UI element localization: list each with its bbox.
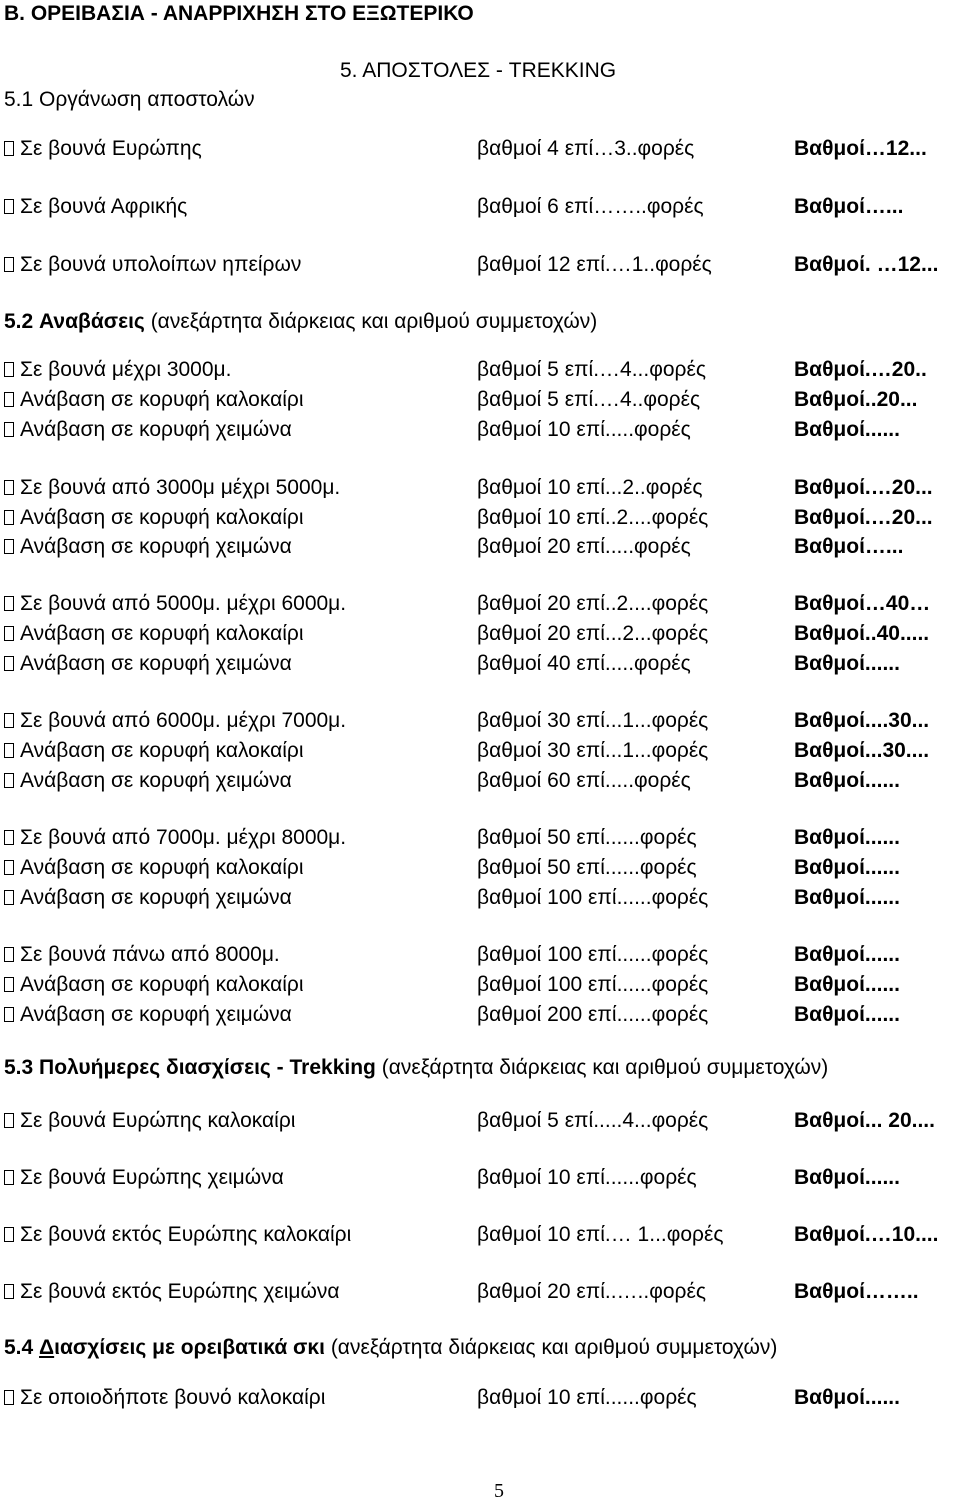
item-total: Βαθμοί... 20.... xyxy=(794,1109,935,1132)
item-label: Ανάβαση σε κορυφή χειμώνα xyxy=(20,418,292,441)
item-label: Σε βουνά από 3000μ μέχρι 5000μ. xyxy=(20,476,341,499)
page-number: 5 xyxy=(494,1480,504,1502)
section-subtitle: 5. ΑΠΟΣΤΟΛΕΣ - TREKKING xyxy=(340,59,617,82)
item-total: Βαθμοί..40..... xyxy=(794,622,930,645)
item-label: Ανάβαση σε κορυφή καλοκαίρι xyxy=(20,973,304,996)
item-total: Βαθμοί...... xyxy=(794,1386,900,1409)
item-calculation: βαθμοί 60 επί.....φορές xyxy=(477,769,691,792)
item-calculation: βαθμοί 20 επί..…..φορές xyxy=(477,1280,706,1303)
list-item xyxy=(4,709,956,735)
section-5-4-bold: ιασχίσεις με ορειβατικά σκι xyxy=(54,1336,325,1359)
list-item xyxy=(4,1223,956,1249)
item-calculation: βαθμοί 6 επί……..φορές xyxy=(477,195,704,218)
list-item xyxy=(4,476,956,502)
checkbox-glyph-icon xyxy=(4,257,14,272)
item-calculation: βαθμοί 30 επί...1...φορές xyxy=(477,709,709,732)
item-calculation: βαθμοί 12 επί.…1..φορές xyxy=(477,253,712,276)
item-total: Βαθμοί...... xyxy=(794,943,900,966)
item-calculation: βαθμοί 30 επί...1...φορές xyxy=(477,739,709,762)
list-item xyxy=(4,388,956,414)
list-item xyxy=(4,652,956,678)
list-item xyxy=(4,1166,956,1192)
item-calculation: βαθμοί 5 επί.…4...φορές xyxy=(477,358,706,381)
item-label: Ανάβαση σε κορυφή καλοκαίρι xyxy=(20,856,304,879)
item-total: Βαθμοί...... xyxy=(794,973,900,996)
section-5-3-note: (ανεξάρτητα διάρκειας και αριθμού συμμετοχών) xyxy=(381,1056,829,1079)
item-total: Βαθμοί...30.... xyxy=(794,739,930,762)
list-item xyxy=(4,137,956,163)
item-label: Σε βουνά από 5000μ. μέχρι 6000μ. xyxy=(20,592,347,615)
item-label: Ανάβαση σε κορυφή χειμώνα xyxy=(20,652,292,675)
item-calculation: βαθμοί 10 επί......φορές xyxy=(477,1166,697,1189)
list-item xyxy=(4,535,956,561)
item-total: Βαθμοί.…10.... xyxy=(794,1223,939,1246)
list-item xyxy=(4,739,956,765)
checkbox-glyph-icon xyxy=(4,199,14,214)
section-5-2-title xyxy=(4,310,597,334)
list-item xyxy=(4,1280,956,1306)
item-total: Βαθμοί...... xyxy=(794,1166,900,1189)
section-5-1-title: 5.1 Οργάνωση αποστολών xyxy=(4,88,255,111)
item-total: Βαθμοί.…20... xyxy=(794,506,933,529)
item-total: Βαθμοί...... xyxy=(794,418,900,441)
item-label: Σε βουνά Ευρώπης χειμώνα xyxy=(20,1166,284,1189)
checkbox-glyph-icon xyxy=(4,539,14,554)
checkbox-glyph-icon xyxy=(4,713,14,728)
document-title: Β. ΟΡΕΙΒΑΣΙΑ - ΑΝΑΡΡΙΧΗΣΗ ΣΤΟ ΕΞΩΤΕΡΙΚΟ xyxy=(4,2,474,25)
list-item xyxy=(4,622,956,648)
item-calculation: βαθμοί 50 επί......φορές xyxy=(477,826,697,849)
item-total: Βαθμοί. …12... xyxy=(794,253,939,276)
checkbox-glyph-icon xyxy=(4,977,14,992)
item-label: Σε βουνά μέχρι 3000μ. xyxy=(20,358,232,381)
checkbox-glyph-icon xyxy=(4,773,14,788)
item-label: Σε βουνά πάνω από 8000μ. xyxy=(20,943,280,966)
item-total: Βαθμοί...... xyxy=(794,856,900,879)
checkbox-glyph-icon xyxy=(4,656,14,671)
item-calculation: βαθμοί 20 επί..2....φορές xyxy=(477,592,709,615)
item-total: Βαθμοί…12... xyxy=(794,137,927,160)
item-total: Βαθμοί…... xyxy=(794,195,904,218)
item-calculation: βαθμοί 4 επί…3..φορές xyxy=(477,137,695,160)
list-item xyxy=(4,195,956,221)
section-5-4-note: (ανεξάρτητα διάρκειας και αριθμού συμμετοχών) xyxy=(330,1336,778,1359)
item-label: Σε βουνά υπολοίπων ηπείρων xyxy=(20,253,302,276)
checkbox-glyph-icon xyxy=(4,947,14,962)
item-label: Ανάβαση σε κορυφή καλοκαίρι xyxy=(20,388,304,411)
item-total: Βαθμοί....30... xyxy=(794,709,930,732)
item-label: Σε βουνά εκτός Ευρώπης καλοκαίρι xyxy=(20,1223,352,1246)
checkbox-glyph-icon xyxy=(4,1007,14,1022)
item-label: Ανάβαση σε κορυφή χειμώνα xyxy=(20,1003,292,1026)
item-label: Ανάβαση σε κορυφή χειμώνα xyxy=(20,886,292,909)
item-calculation: βαθμοί 10 επί..2....φορές xyxy=(477,506,709,529)
checkbox-glyph-icon xyxy=(4,392,14,407)
item-calculation: βαθμοί 50 επί......φορές xyxy=(477,856,697,879)
checkbox-glyph-icon xyxy=(4,1113,14,1128)
list-item xyxy=(4,418,956,444)
item-calculation: βαθμοί 10 επί.....φορές xyxy=(477,418,691,441)
item-total: Βαθμοί...... xyxy=(794,1003,900,1026)
checkbox-glyph-icon xyxy=(4,830,14,845)
item-label: Σε οποιοδήποτε βουνό καλοκαίρι xyxy=(20,1386,326,1409)
checkbox-glyph-icon xyxy=(4,362,14,377)
checkbox-glyph-icon xyxy=(4,1227,14,1242)
item-calculation: βαθμοί 40 επί.....φορές xyxy=(477,652,691,675)
item-calculation: βαθμοί 20 επί.....φορές xyxy=(477,535,691,558)
list-item xyxy=(4,506,956,532)
item-total: Βαθμοί.…20.. xyxy=(794,358,927,381)
checkbox-glyph-icon xyxy=(4,890,14,905)
item-label: Σε βουνά από 7000μ. μέχρι 8000μ. xyxy=(20,826,347,849)
item-total: Βαθμοί…... xyxy=(794,535,904,558)
item-label: Ανάβαση σε κορυφή καλοκαίρι xyxy=(20,506,304,529)
item-total: Βαθμοί…….. xyxy=(794,1280,919,1303)
section-5-3-title xyxy=(4,1056,828,1080)
section-5-3-bold: Πολυήμερες διασχίσεις - Trekking xyxy=(39,1056,376,1079)
item-calculation: βαθμοί 10 επί.… 1...φορές xyxy=(477,1223,724,1246)
list-item xyxy=(4,769,956,795)
item-label: Ανάβαση σε κορυφή καλοκαίρι xyxy=(20,739,304,762)
item-calculation: βαθμοί 5 επί.....4...φορές xyxy=(477,1109,709,1132)
item-total: Βαθμοί...... xyxy=(794,769,900,792)
list-item xyxy=(4,1109,956,1135)
section-5-2-note: (ανεξάρτητα διάρκειας και αριθμού συμμετοχών) xyxy=(150,310,598,333)
checkbox-glyph-icon xyxy=(4,480,14,495)
item-calculation: βαθμοί 20 επί...2...φορές xyxy=(477,622,709,645)
checkbox-glyph-icon xyxy=(4,743,14,758)
item-label: Ανάβαση σε κορυφή καλοκαίρι xyxy=(20,622,304,645)
section-5-4-number: 5.4 xyxy=(4,1336,34,1359)
item-total: Βαθμοί...... xyxy=(794,826,900,849)
checkbox-glyph-icon xyxy=(4,1284,14,1299)
list-item xyxy=(4,826,956,852)
item-label: Σε βουνά Ευρώπης καλοκαίρι xyxy=(20,1109,296,1132)
list-item xyxy=(4,358,956,384)
item-label: Σε βουνά από 6000μ. μέχρι 7000μ. xyxy=(20,709,347,732)
item-calculation: βαθμοί 100 επί......φορές xyxy=(477,943,709,966)
checkbox-glyph-icon xyxy=(4,422,14,437)
item-calculation: βαθμοί 10 επί...2..φορές xyxy=(477,476,703,499)
item-label: Σε βουνά Ευρώπης xyxy=(20,137,202,160)
item-calculation: βαθμοί 100 επί......φορές xyxy=(477,886,709,909)
item-calculation: βαθμοί 10 επί......φορές xyxy=(477,1386,697,1409)
item-calculation: βαθμοί 5 επί.…4..φορές xyxy=(477,388,701,411)
item-label: Ανάβαση σε κορυφή χειμώνα xyxy=(20,769,292,792)
checkbox-glyph-icon xyxy=(4,626,14,641)
checkbox-glyph-icon xyxy=(4,1170,14,1185)
item-calculation: βαθμοί 200 επί......φορές xyxy=(477,1003,709,1026)
list-item xyxy=(4,592,956,618)
item-label: Σε βουνά Αφρικής xyxy=(20,195,188,218)
item-total: Βαθμοί.…20... xyxy=(794,476,933,499)
item-calculation: βαθμοί 100 επί......φορές xyxy=(477,973,709,996)
section-5-3-number: 5.3 xyxy=(4,1056,34,1079)
checkbox-glyph-icon xyxy=(4,141,14,156)
section-5-4-bold-initial: Δ xyxy=(39,1336,55,1359)
item-total: Βαθμοί...... xyxy=(794,652,900,675)
checkbox-glyph-icon xyxy=(4,510,14,525)
list-item xyxy=(4,1386,956,1412)
item-total: Βαθμοί..20... xyxy=(794,388,918,411)
checkbox-glyph-icon xyxy=(4,1390,14,1405)
section-5-2-number: 5.2 xyxy=(4,310,34,333)
item-total: Βαθμοί…40… xyxy=(794,592,931,615)
item-label: Σε βουνά εκτός Ευρώπης χειμώνα xyxy=(20,1280,340,1303)
list-item xyxy=(4,886,956,912)
item-total: Βαθμοί...... xyxy=(794,886,900,909)
list-item xyxy=(4,253,956,279)
section-5-4-title xyxy=(4,1336,777,1360)
list-item xyxy=(4,973,956,999)
checkbox-glyph-icon xyxy=(4,596,14,611)
checkbox-glyph-icon xyxy=(4,860,14,875)
list-item xyxy=(4,856,956,882)
list-item xyxy=(4,1003,956,1029)
list-item xyxy=(4,943,956,969)
item-label: Ανάβαση σε κορυφή χειμώνα xyxy=(20,535,292,558)
section-5-2-bold: Αναβάσεις xyxy=(39,310,145,333)
